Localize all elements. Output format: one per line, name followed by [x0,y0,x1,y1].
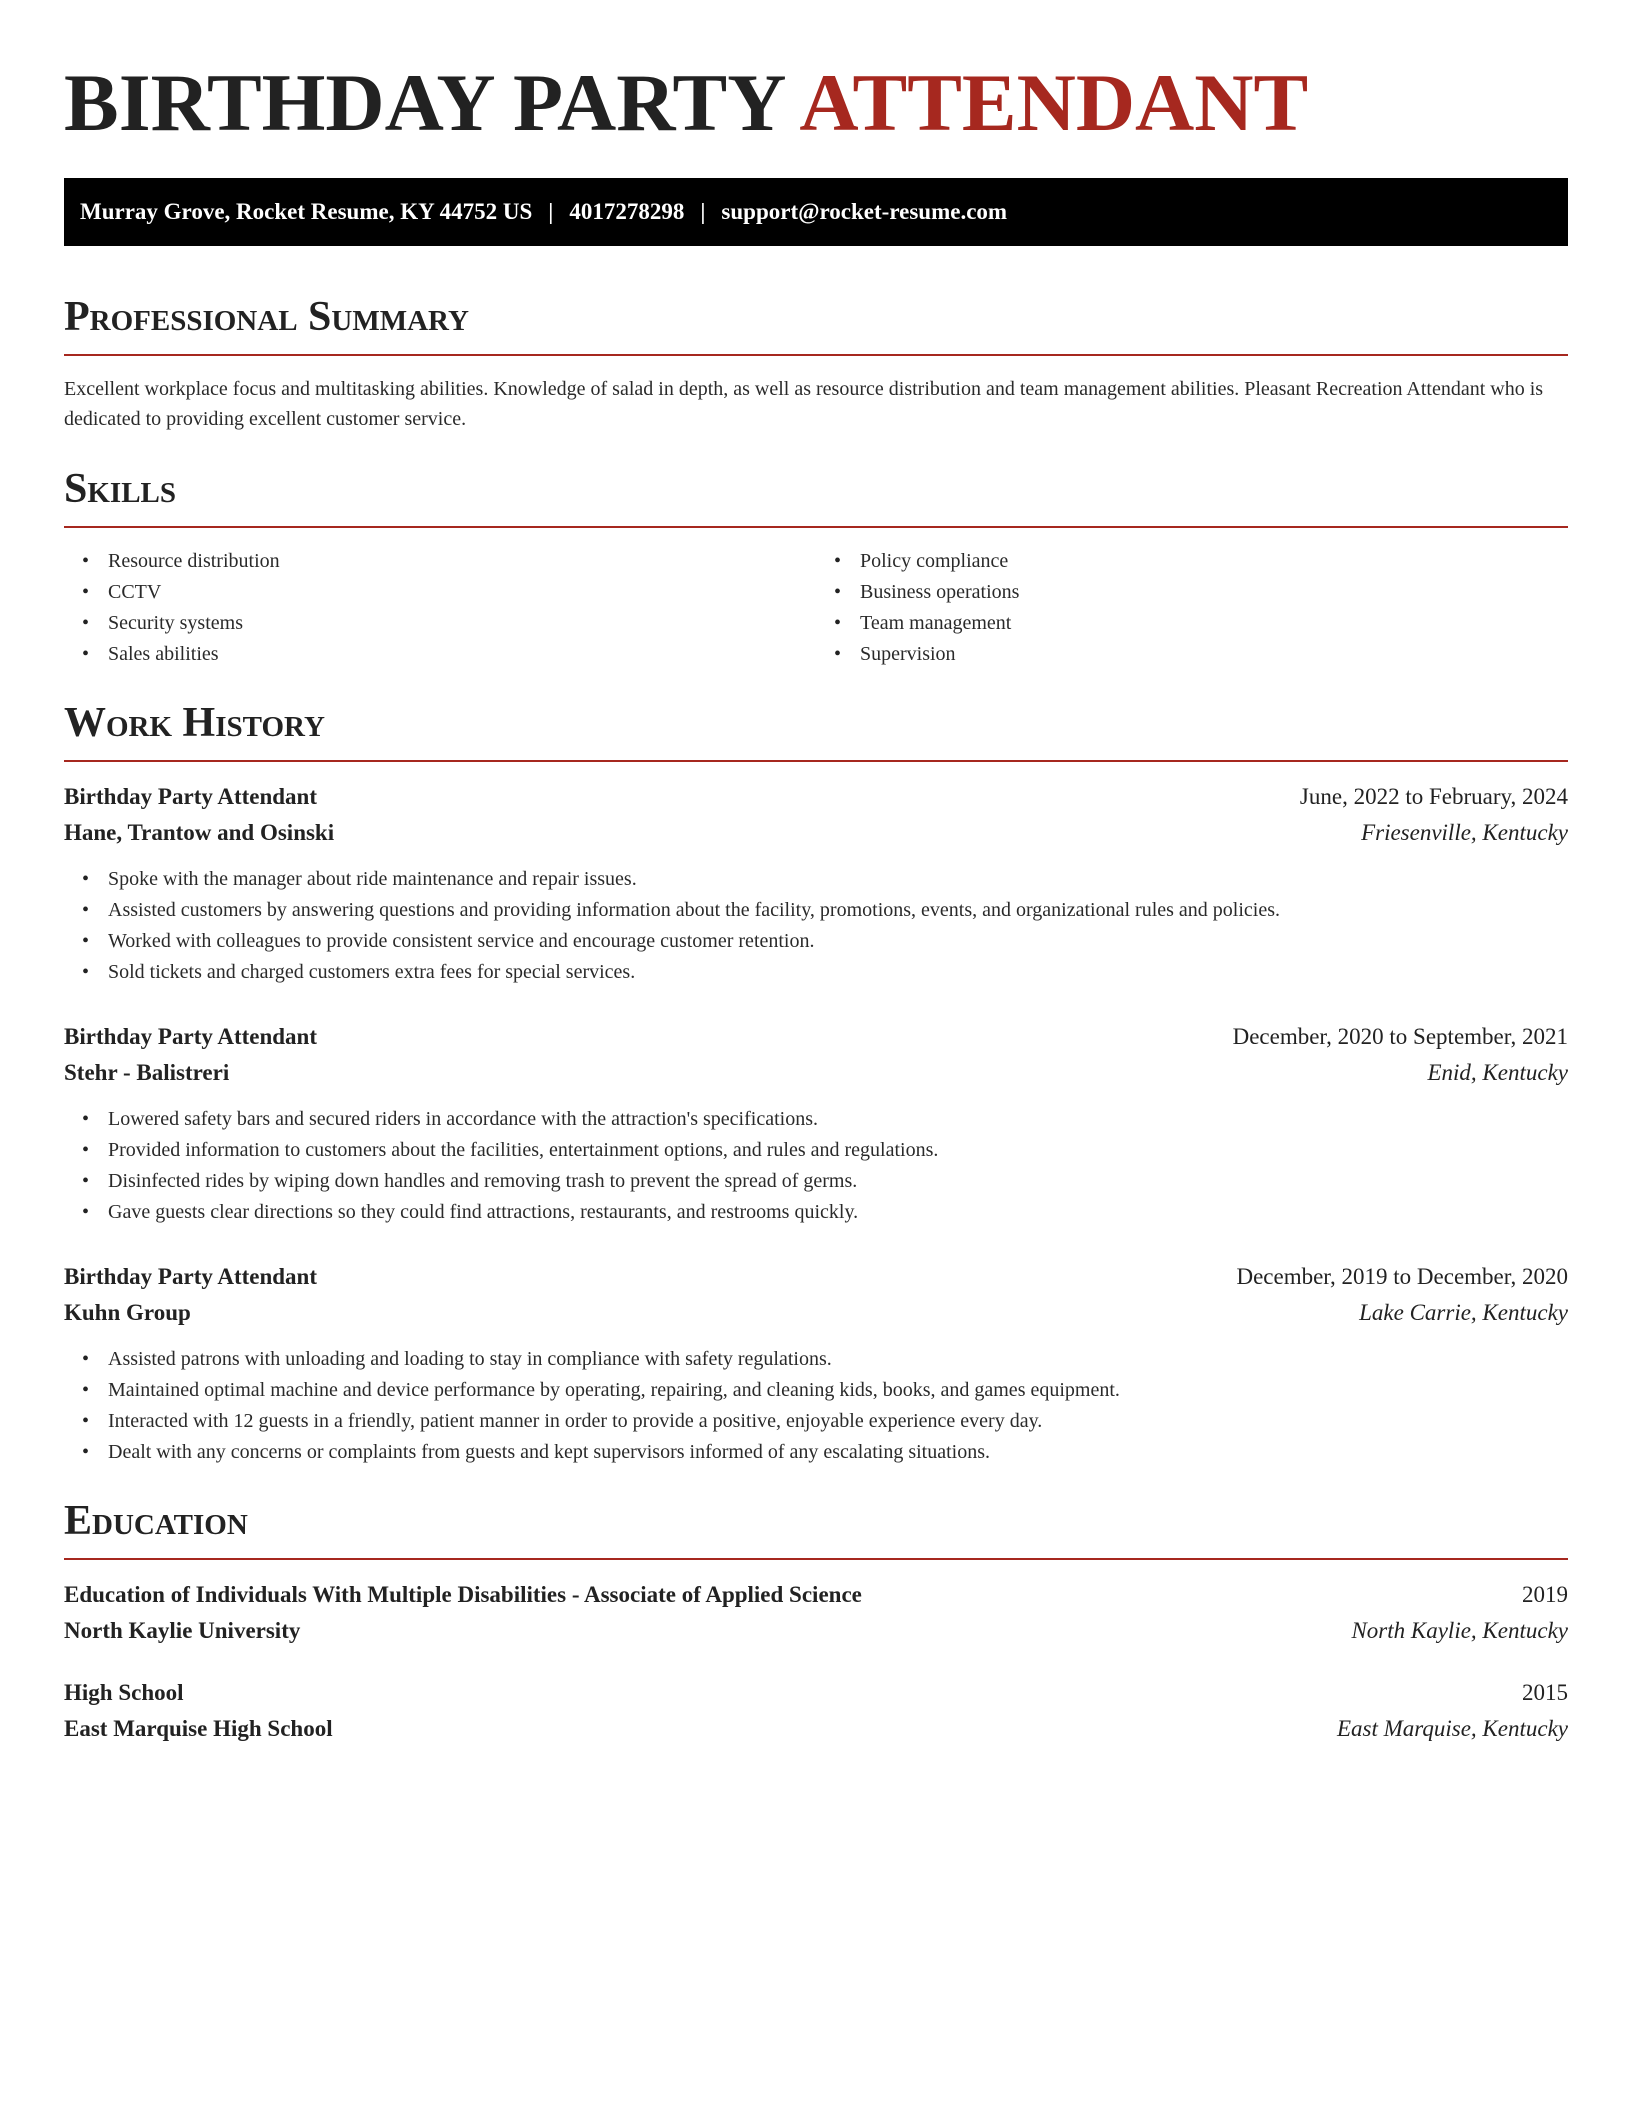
name-last: ATTENDANT [799,57,1309,148]
job-bullets [64,864,1568,988]
education-year: 2015 [1522,1680,1568,1705]
skills-section [64,464,1568,670]
education-location: East Marquise, Kentucky [1336,1716,1568,1741]
skill-item: • Supervision [860,639,1568,670]
candidate-name [64,56,1568,150]
job-company: Hane, Trantow and Osinski [64,820,335,845]
education-entry [64,1678,1568,1744]
job-bullet: • Lowered safety bars and secured riders in accordance with the attraction's specifications. [108,1104,1568,1135]
section-divider [64,354,1568,356]
section-title-work-history: Work History [64,700,325,746]
job-bullet: • Assisted customers by answering questions and providing information about the facility, promotions, events, and organizational rules and policies. [108,895,1568,926]
job-bullet: • Maintained optimal machine and device performance by operating, repairing, and cleaning kids, books, and games equipment. [108,1375,1568,1406]
skills-grid [64,546,1568,670]
skill-item: • CCTV [108,577,816,608]
contact-email: support@rocket-resume.com [721,199,1008,224]
job-dates: December, 2020 to September, 2021 [1232,1024,1568,1049]
section-title-summary: Professional Summary [64,294,469,340]
education-entry [64,1580,1568,1646]
job-title: Birthday Party Attendant [64,1264,317,1289]
section-divider [64,1558,1568,1560]
job-bullet: • Sold tickets and charged customers extra fees for special services. [108,957,1568,988]
section-title-skills: Skills [64,466,177,512]
contact-separator: | [700,199,706,224]
job-company: Stehr - Balistreri [64,1060,230,1085]
summary-section [64,292,1568,434]
skill-item: • Resource distribution [108,546,816,577]
section-divider [64,760,1568,762]
education-location: North Kaylie, Kentucky [1351,1618,1568,1643]
job-bullet: • Gave guests clear directions so they could find attractions, restaurants, and restrooms quickly. [108,1197,1568,1228]
job-bullets [64,1344,1568,1468]
summary-text: Excellent workplace focus and multitasking abilities. Knowledge of salad in depth, as well as resource distribution and team management abilities. Pleasant Recreation Attendant who is dedicated to providing excellent customer service. [64,378,1544,430]
education-section [64,1496,1568,1744]
job-bullet: • Disinfected rides by wiping down handles and removing trash to prevent the spread of germs. [108,1166,1568,1197]
section-divider [64,526,1568,528]
work-history-section [64,698,1568,1468]
job-company: Kuhn Group [64,1300,191,1325]
job-entry [64,1262,1568,1468]
job-bullet: • Worked with colleagues to provide consistent service and encourage customer retention. [108,926,1568,957]
job-bullet: • Assisted patrons with unloading and loading to stay in compliance with safety regulations. [108,1344,1568,1375]
skill-item: • Security systems [108,608,816,639]
job-bullet: • Interacted with 12 guests in a friendly, patient manner in order to provide a positive, enjoyable experience every day. [108,1406,1568,1437]
section-title-education: Education [64,1498,248,1544]
education-degree: Education of Individuals With Multiple Disabilities - Associate of Applied Science [64,1582,862,1607]
job-bullets [64,1104,1568,1228]
contact-separator: | [548,199,554,224]
job-entry [64,1022,1568,1228]
contact-bar [64,178,1568,246]
skills-column-left [64,546,816,670]
contact-address: Murray Grove, Rocket Resume, KY 44752 US [80,199,533,224]
education-degree: High School [64,1680,184,1705]
job-location: Lake Carrie, Kentucky [1359,1300,1568,1325]
job-dates: December, 2019 to December, 2020 [1236,1264,1568,1289]
education-year: 2019 [1522,1582,1568,1607]
job-title: Birthday Party Attendant [64,1024,317,1049]
skills-column-right [816,546,1568,670]
job-bullet: • Dealt with any concerns or complaints from guests and kept supervisors informed of any escalating situations. [108,1437,1568,1468]
job-bullet: • Spoke with the manager about ride maintenance and repair issues. [108,864,1568,895]
job-location: Friesenville, Kentucky [1361,820,1568,845]
name-first: BIRTHDAY PARTY [64,57,784,148]
job-dates: June, 2022 to February, 2024 [1299,784,1568,809]
job-title: Birthday Party Attendant [64,784,317,809]
education-school: North Kaylie University [64,1618,301,1643]
skill-item: • Sales abilities [108,639,816,670]
contact-phone: 4017278298 [569,199,685,224]
skill-item: • Business operations [860,577,1568,608]
job-entry [64,782,1568,988]
skill-item: • Policy compliance [860,546,1568,577]
job-bullet: • Provided information to customers about the facilities, entertainment options, and rules and regulations. [108,1135,1568,1166]
job-location: Enid, Kentucky [1427,1060,1568,1085]
education-school: East Marquise High School [64,1716,333,1741]
skill-item: • Team management [860,608,1568,639]
